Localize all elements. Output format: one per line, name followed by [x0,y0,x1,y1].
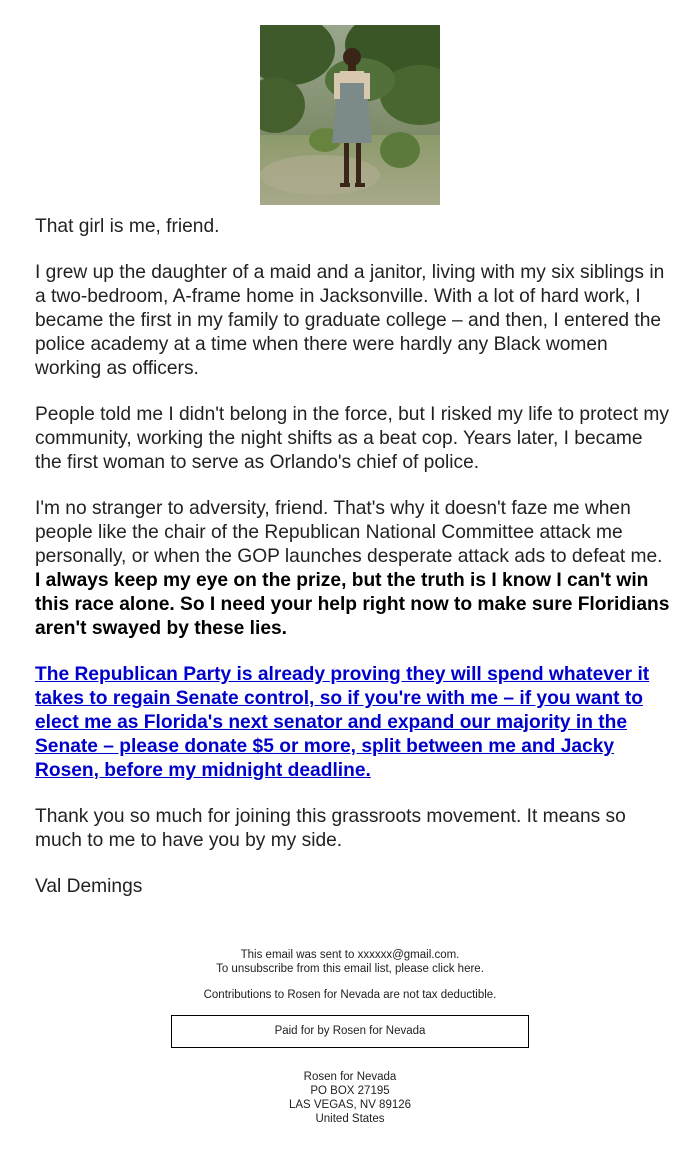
appeal-paragraph [35,497,670,641]
recipient-email-link[interactable]: xxxxxx@gmail.com [357,949,457,961]
sent-to-period: . [456,949,460,961]
paid-for-box [171,1015,529,1048]
unsubscribe-text: To unsubscribe from this email list, please [216,963,433,975]
paid-for-text: Paid for by Rosen for Nevada [274,1025,426,1037]
signature: Val Demings [35,876,143,897]
email-body [35,215,670,921]
header-photo [260,25,440,205]
greeting-paragraph: That girl is me, friend. [35,216,220,237]
appeal-text: I'm no stranger to adversity, friend. That's why it doesn't faze me when people like the chair of the Republican National Committee attack me personally, or when the GOP launches desperate attack ads to defeat me. [35,498,663,567]
address-line1: PO BOX 27195 [310,1085,390,1097]
career-paragraph: People told me I didn't belong in the force, but I risked my life to protect my community, working the night shifts as a beat cop. Years later, I became the first woman to serve as Orlando's chief of police. [35,404,669,473]
address-name: Rosen for Nevada [303,1071,397,1083]
unsubscribe-period: . [480,963,484,975]
sent-to-line [0,948,700,962]
donate-link[interactable]: The Republican Party is already proving they will spend whatever it takes to regain Senate control, so if you're with me – if you want to elect me as Florida's next senator and expand our majority in the Senate – please donate $5 or more, split between me and Jacky Rosen, before my midnight deadline. [35,664,650,781]
background-paragraph: I grew up the daughter of a maid and a janitor, living with my six siblings in a two-bedroom, A-frame home in Jacksonville. With a lot of hard work, I became the first in my family to graduate college – and then, I entered the police academy at a time when there were hardly any Black women working as officers. [35,262,665,379]
sent-to-text: This email was sent to [240,949,358,961]
unsubscribe-line [0,962,700,976]
email-footer [0,948,700,1126]
child-photo-image [260,25,440,205]
tax-disclaimer: Contributions to Rosen for Nevada are not tax deductible. [203,989,497,1001]
address-country: United States [315,1113,385,1125]
unsubscribe-link[interactable]: click here [432,963,481,975]
appeal-bold-text: I always keep my eye on the prize, but the truth is I know I can't win this race alone. So I need your help right now to make sure Floridians aren't swayed by these lies. [35,570,670,639]
mailing-address [0,1070,700,1126]
cta-paragraph [35,663,670,783]
thanks-paragraph: Thank you so much for joining this grassroots movement. It means so much to me to have you by my side. [35,806,626,851]
address-line2: LAS VEGAS, NV 89126 [288,1099,412,1111]
footer-spacer [0,976,700,988]
